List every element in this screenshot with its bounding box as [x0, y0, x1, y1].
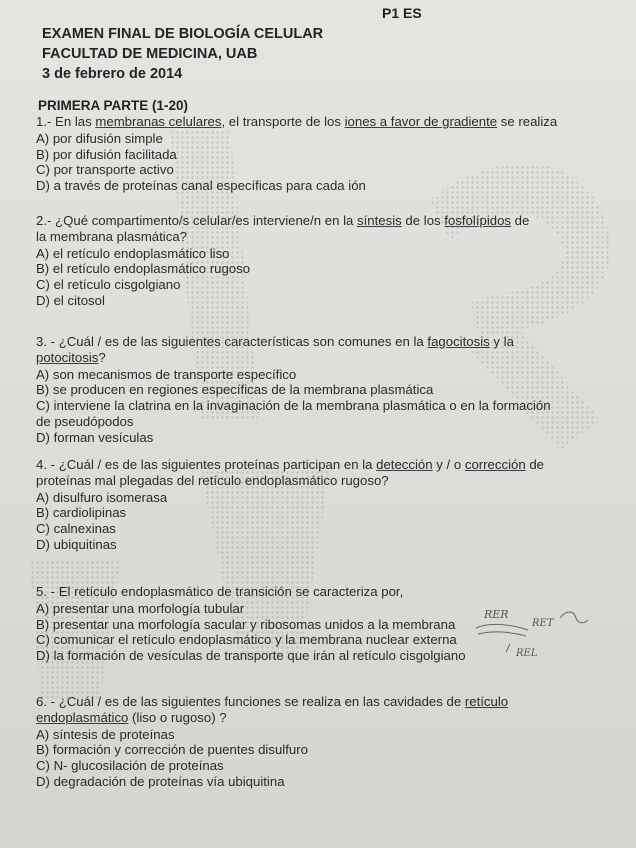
option-c: C) comunicar el retículo endoplasmático y la membrana nuclear externa [36, 632, 457, 648]
faculty-name: FACULTAD DE MEDICINA, UAB [42, 46, 258, 62]
question-stem: 3. - ¿Cuál / es de las siguientes características son comunes en la fagocitosis y la potocitosis? [36, 334, 514, 365]
handwritten-annotation [470, 604, 610, 664]
option-b: B) cardiolipinas [36, 505, 127, 521]
exam-header [42, 24, 323, 84]
option-d: D) ubiquitinas [36, 536, 117, 552]
option-a: A) por difusión simple [36, 130, 163, 146]
question-stem: 4. - ¿Cuál / es de las siguientes proteínas participan en la detección y / o corrección de proteínas mal plegadas del retículo endoplasmático rugoso? [36, 457, 545, 488]
option-b: B) formación y corrección de puentes disulfuro [36, 742, 308, 758]
question-3 [36, 334, 576, 446]
option-a: A) son mecanismos de transporte específico [36, 366, 297, 382]
note-ret: RET [532, 618, 554, 629]
note-rer: RER [484, 608, 509, 621]
option-d: D) a través de proteínas canal específicas para cada ión [36, 178, 366, 194]
option-d: D) forman vesículas [36, 429, 154, 445]
question-4 [36, 457, 586, 553]
exam-date: 3 de febrero de 2014 [42, 66, 183, 82]
question-stem: 1.- En las membranas celulares, el transporte de los iones a favor de gradiente se realiza [36, 114, 558, 129]
question-6 [36, 694, 596, 790]
option-b: B) presentar una morfología sacular y ribosomas unidos a la membrana [36, 616, 456, 632]
option-b: B) el retículo endoplasmático rugoso [36, 261, 251, 277]
option-b: B) se producen en regiones específicas de la membrana plasmática [36, 382, 434, 398]
option-a: A) síntesis de proteínas [36, 726, 175, 742]
option-b: B) por difusión facilitada [36, 146, 177, 162]
option-d: D) la formación de vesículas de transporte que irán al retículo cisgolgiano [36, 648, 466, 664]
option-c: C) por transporte activo [36, 162, 174, 178]
question-1 [36, 114, 596, 194]
option-c: C) el retículo cisgolgiano [36, 277, 181, 293]
question-stem: 5. - El retículo endoplasmático de transición se caracteriza por, [36, 584, 404, 599]
section-title: PRIMERA PARTE (1-20) [38, 98, 189, 113]
option-d: D) el citosol [36, 292, 105, 308]
option-a: A) presentar una morfología tubular [36, 600, 245, 616]
note-rel: REL [516, 648, 538, 659]
question-stem: 6. - ¿Cuál / es de las siguientes funciones se realiza en las cavidades de retículo endoplasmático (liso o rugoso) ? [36, 694, 509, 725]
option-c: C) interviene la clatrina en la invaginación de la membrana plasmática o en la formación de pseudópodos [36, 398, 551, 429]
question-2 [36, 213, 536, 309]
question-stem: 2.- ¿Qué compartimento/s celular/es interviene/n en la síntesis de los fosfolípidos de la membrana plasmática? [36, 213, 530, 244]
option-a: A) el retículo endoplasmático liso [36, 245, 230, 261]
exam-title: EXAMEN FINAL DE BIOLOGÍA CELULAR [42, 26, 324, 42]
option-c: C) calnexinas [36, 521, 116, 537]
page-code: P1 ES [382, 5, 422, 21]
option-c: C) N- glucosilación de proteínas [36, 758, 224, 774]
option-d: D) degradación de proteínas vía ubiquitina [36, 773, 285, 789]
option-a: A) disulfuro isomerasa [36, 489, 168, 505]
